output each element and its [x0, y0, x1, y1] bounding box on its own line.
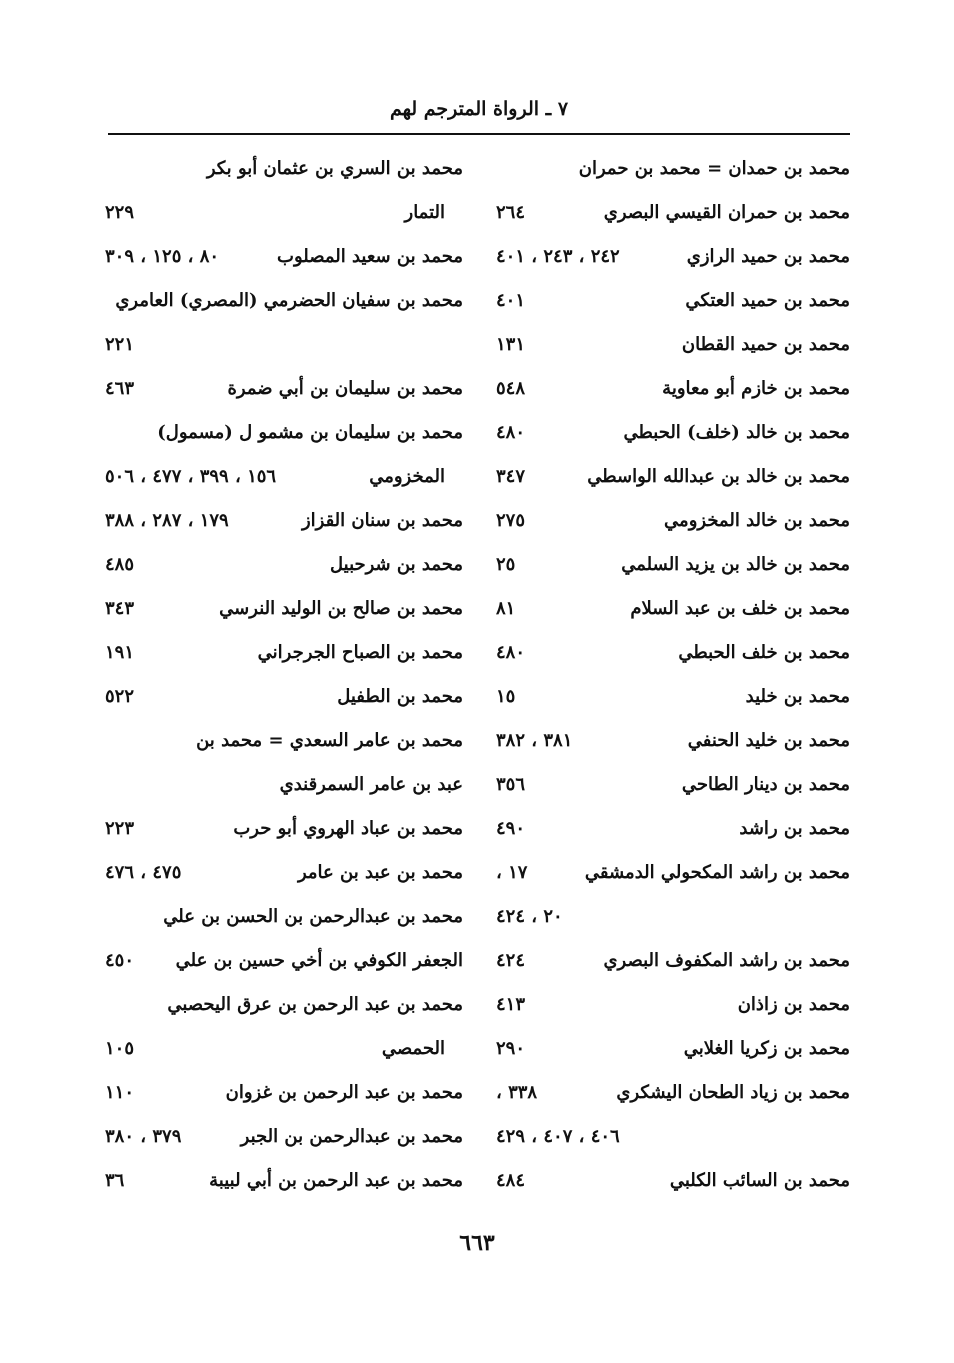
entry-name: محمد بن خالد بن عبدالله الواسطي [587, 466, 850, 487]
index-entry [496, 323, 850, 367]
entry-pages: ٤٧٥ ، ٤٧٦ [105, 862, 182, 883]
entry-name: محمد بن خالد بن يزيد السلمي [621, 554, 850, 575]
index-entry [105, 499, 463, 543]
entry-pages: ١٧٩ ، ٢٨٧ ، ٣٨٨ [105, 510, 229, 531]
index-entry [496, 1115, 850, 1159]
entry-name: محمد بن عبد الرحمن بن أبي لبيبة [209, 1170, 463, 1191]
entry-pages: ١٥٦ ، ٣٩٩ ، ٤٧٧ ، ٥٠٦ [105, 466, 277, 487]
section-title: ٧ ـ الرواة المترجم لهم [389, 98, 569, 120]
page-number: ٦٦٣ [459, 1230, 495, 1256]
entry-name: محمد بن صالح بن الوليد النرسي [219, 598, 463, 619]
entry-name: التمار [404, 202, 445, 223]
entry-pages: ٣٨١ ، ٣٨٢ [496, 730, 573, 751]
entry-name: محمد بن السائب الكلبي [669, 1170, 850, 1191]
index-entry [496, 983, 850, 1027]
entry-pages: ٢٢١ [105, 334, 135, 355]
entry-pages: ٣٥٦ [496, 774, 526, 795]
entry-pages: ١٥ [496, 686, 516, 707]
entry-pages: ٣٤٣ [105, 598, 135, 619]
entry-pages: ١٩١ [105, 642, 135, 663]
index-entry [496, 895, 850, 939]
index-entry [496, 455, 850, 499]
entry-pages: ٢٠ ، ٤٢٤ [496, 906, 563, 927]
entry-pages: ٤٠٦ ، ٤٠٧ ، ٤٢٩ [496, 1126, 620, 1147]
index-entry [105, 367, 463, 411]
entry-name: محمد بن خليد [745, 686, 850, 707]
entry-pages: ٤٠١ [496, 290, 526, 311]
entry-name: محمد بن عبدالرحمن بن الجبر [240, 1126, 463, 1147]
entry-name: محمد بن راشد [739, 818, 850, 839]
index-entry [105, 851, 463, 895]
entry-pages: ٣٧٩ ، ٣٨٠ [105, 1126, 182, 1147]
entry-pages: ٢٤٢ ، ٢٤٣ ، ٤٠١ [496, 246, 620, 267]
entry-name: محمد بن حمران القيسي البصري [603, 202, 850, 223]
entry-name: محمد بن عبد الرحمن بن غزوان [225, 1082, 463, 1103]
entry-name: محمد بن راشد المكحولي الدمشقي [584, 862, 850, 883]
entry-pages: ٥٤٨ [496, 378, 526, 399]
index-entry [496, 1027, 850, 1071]
index-entry [105, 411, 463, 455]
entry-name: محمد بن سفيان الحضرمي (المصري) العامري [115, 290, 463, 311]
entry-name: محمد بن حمدان = محمد بن حمران [578, 158, 850, 179]
index-entry [496, 147, 850, 191]
entry-name: محمد بن عبدالرحمن بن الحسن بن علي [163, 906, 463, 927]
index-entry [496, 367, 850, 411]
entry-pages: ٤٨٠ [496, 642, 526, 663]
entry-pages: ٤٩٠ [496, 818, 526, 839]
index-entry [496, 191, 850, 235]
entry-name: محمد بن عامر السعدي = محمد بن [196, 730, 463, 751]
index-entry [105, 1071, 463, 1115]
index-entry [105, 235, 463, 279]
entry-name: الحمصي [381, 1038, 445, 1059]
entry-pages: ٥٢٢ [105, 686, 135, 707]
entry-pages: ٤١٣ [496, 994, 526, 1015]
index-entry [496, 543, 850, 587]
entry-name: محمد بن خالد (خلف) الحبطي [623, 422, 850, 443]
entry-name: محمد بن خازم أبو معاوية [662, 378, 850, 399]
index-column-right [496, 147, 850, 1203]
index-entry [496, 807, 850, 851]
index-entry [496, 499, 850, 543]
index-entry [496, 411, 850, 455]
index-entry [496, 675, 850, 719]
entry-name: محمد بن السري بن عثمان أبو بكر [206, 158, 463, 179]
entry-pages: ٤٢٤ [496, 950, 526, 971]
index-entry [105, 147, 463, 191]
index-entry [105, 455, 463, 499]
index-entry [105, 983, 463, 1027]
entry-pages: ٤٨٤ [496, 1170, 526, 1191]
entry-pages: ٨٠ ، ١٢٥ ، ٣٠٩ [105, 246, 220, 267]
header-divider [108, 133, 850, 135]
entry-name: محمد بن الطفيل [337, 686, 463, 707]
entry-name: محمد بن الصباح الجرجراني [257, 642, 463, 663]
index-entry [496, 587, 850, 631]
index-entry [105, 279, 463, 323]
entry-name: محمد بن زاذان [737, 994, 850, 1015]
entry-name: محمد بن سليمان بن مشمو ل (مسمول) [157, 422, 463, 443]
entry-name: محمد بن عبد بن عامر [297, 862, 463, 883]
index-entry [105, 587, 463, 631]
index-entry [496, 279, 850, 323]
entry-name: محمد بن حميد القطان [681, 334, 850, 355]
entry-pages: ٢٧٥ [496, 510, 526, 531]
entry-name: محمد بن حميد الرازي [686, 246, 850, 267]
index-entry [105, 675, 463, 719]
index-column-left [105, 147, 463, 1203]
index-entry [105, 191, 463, 235]
entry-name: محمد بن زياد الطحان اليشكري [616, 1082, 850, 1103]
index-entry [105, 763, 463, 807]
index-entry [105, 1027, 463, 1071]
entry-pages: ٢٢٩ [105, 202, 135, 223]
index-entry [496, 939, 850, 983]
entry-pages: ٤٥٠ [105, 950, 135, 971]
index-entry [105, 1115, 463, 1159]
index-entry [105, 719, 463, 763]
entry-pages: ١٧ ، [496, 862, 528, 883]
index-entry [496, 631, 850, 675]
index-entry [105, 939, 463, 983]
index-entry [496, 235, 850, 279]
entry-name: محمد بن حميد العتكي [685, 290, 850, 311]
entry-pages: ٤٦٣ [105, 378, 135, 399]
entry-name: محمد بن زكريا الغلابي [683, 1038, 850, 1059]
entry-name: محمد بن خالد المخزومي [664, 510, 850, 531]
entry-pages: ٢٥ [496, 554, 516, 575]
entry-name: محمد بن دينار الطاحي [681, 774, 850, 795]
entry-pages: ١٠٥ [105, 1038, 135, 1059]
entry-pages: ٢٩٠ [496, 1038, 526, 1059]
entry-pages: ٣٣٨ ، [496, 1082, 538, 1103]
entry-name: محمد بن راشد المكفوف البصري [603, 950, 850, 971]
index-entry [105, 807, 463, 851]
index-entry [105, 631, 463, 675]
entry-name: محمد بن شرحبيل [330, 554, 463, 575]
entry-pages: ٣٤٧ [496, 466, 526, 487]
entry-name: محمد بن سعيد المصلوب [277, 246, 463, 267]
entry-name: محمد بن عباد الهروي أبو حرب [233, 818, 463, 839]
entry-name: محمد بن خليد الحنفي [687, 730, 850, 751]
entry-pages: ٣٦ [105, 1170, 125, 1191]
index-entry [496, 851, 850, 895]
entry-pages: ١١٠ [105, 1082, 135, 1103]
index-entry [496, 1159, 850, 1203]
entry-name: محمد بن سنان القزاز [301, 510, 463, 531]
entry-name: محمد بن عبد الرحمن بن عرق اليحصبي [167, 994, 463, 1015]
index-entry [496, 719, 850, 763]
entry-pages: ٤٨٥ [105, 554, 135, 575]
index-entry [105, 543, 463, 587]
entry-name: المخزومي [369, 466, 445, 487]
entry-name: محمد بن خلف الحبطي [678, 642, 850, 663]
entry-name: عبد بن عامر السمرقندي [279, 774, 463, 795]
index-entry [105, 895, 463, 939]
entry-name: الجعفر الكوفي بن أخي حسين بن علي [175, 950, 463, 971]
entry-pages: ٨١ [496, 598, 516, 619]
entry-pages: ٢٢٣ [105, 818, 135, 839]
entry-pages: ٢٦٤ [496, 202, 526, 223]
entry-pages: ١٣١ [496, 334, 526, 355]
index-entry [496, 763, 850, 807]
entry-name: محمد بن سليمان بن أبي ضمرة [227, 378, 463, 399]
index-entry [105, 1159, 463, 1203]
entry-pages: ٤٨٠ [496, 422, 526, 443]
index-entry [496, 1071, 850, 1115]
index-entry [105, 323, 463, 367]
entry-name: محمد بن خلف بن عبد السلام [630, 598, 850, 619]
